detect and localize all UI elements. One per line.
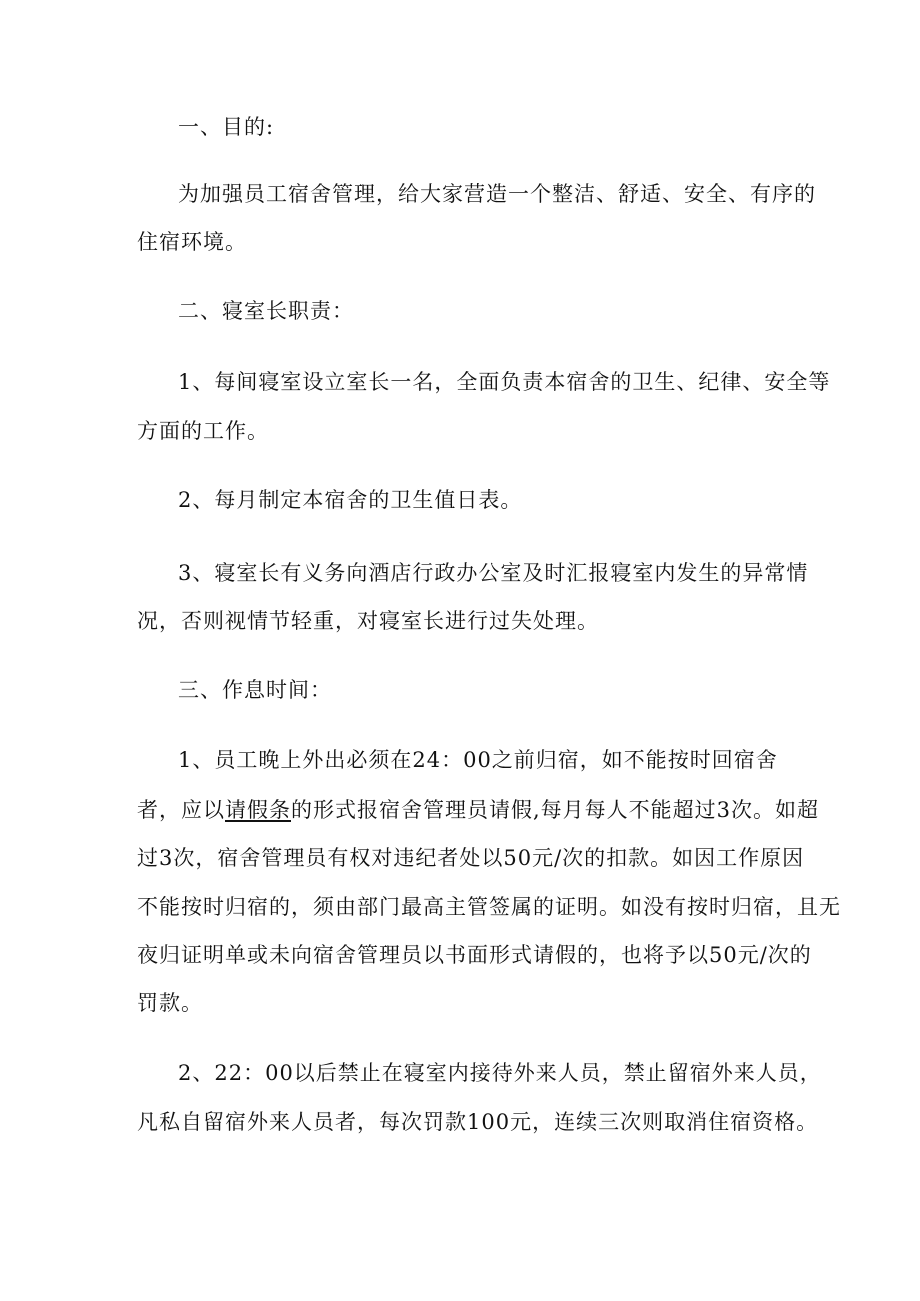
schedule-item-1-line-6: 罚款。 [137,991,203,1015]
schedule-item-1-line-5: 夜归证明单或未向宿舍管理员以书面形式请假的，也将予以50元/次的 [137,943,812,967]
schedule-item-1-line-2 [137,800,819,821]
schedule-item-1-line-1: 1、员工晚上外出必须在24：00之前归宿，如不能按时回宿舍 [178,748,778,772]
duty-item-1-line-1: 1、每间寝室设立室长一名，全面负责本宿舍的卫生、纪律、安全等 [178,370,831,394]
duty-item-2-line-1: 2、每月制定本宿舍的卫生值日表。 [178,488,523,512]
duty-item-1-line-2: 方面的工作。 [137,419,269,443]
schedule-item-1-line-3: 过3次，宿舍管理员有权对违纪者处以50元/次的扣款。如因工作原因 [137,846,805,870]
section-heading-dorm-leader-duties: 二、寝室长职责： [178,299,354,323]
section-heading-purpose: 一、目的: [178,115,275,139]
schedule-item-1-line-2-before: 者，应以 [137,798,225,822]
duty-item-3-line-1: 3、寝室长有义务向酒店行政办公室及时汇报寝室内发生的异常情 [178,561,809,585]
schedule-item-2-line-1: 2、22：00以后禁止在寝室内接待外来人员，禁止留宿外来人员， [178,1061,822,1085]
section-heading-schedule: 三、作息时间： [178,678,332,702]
purpose-paragraph-line-2: 住宿环境。 [137,230,247,254]
purpose-paragraph-line-1: 为加强员工宿舍管理，给大家营造一个整洁、舒适、安全、有序的 [178,182,816,206]
schedule-item-1-line-4: 不能按时归宿的，须由部门最高主管签属的证明。如没有按时归宿，且无 [137,895,841,919]
schedule-item-1-line-2-after: 的形式报宿舍管理员请假,每月每人不能超过3次。如超 [291,798,820,822]
schedule-item-2-line-2: 凡私自留宿外来人员者，每次罚款100元，连续三次则取消住宿资格。 [137,1110,819,1134]
duty-item-3-line-2: 况，否则视情节轻重，对寝室长进行过失处理。 [137,609,599,633]
leave-slip-link[interactable]: 请假条 [225,798,291,822]
